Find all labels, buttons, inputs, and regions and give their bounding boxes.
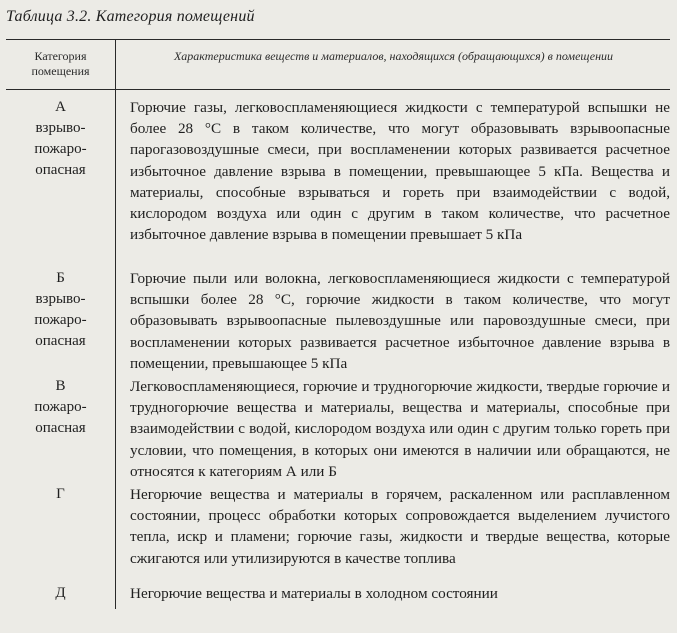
category-cell: [6, 268, 115, 352]
header-category: Категория помещения: [31, 49, 90, 78]
category-description: Легковоспламеняющиеся, горючие и трудногорючие жидкости, твердые горючие и трудногорючие вещества и материалы, вещества и материалы, способные при взаимодействии с водой, кислородом воздуха или один с другим только гореть при условии, что помещения, в которых они имеются в наличии или обращаются, не относятся к категориям А или Б: [130, 378, 670, 480]
category-cell: [6, 97, 115, 181]
category-letter: Д: [55, 585, 66, 601]
category-description: Горючие газы, легковоспламеняющиеся жидкости с температурой вспышки не более 28 °С в таком количестве, что могут образовывать взрывоопасные парогазовоздушные смеси, при воспламенении которых развивается расчетное избыточное давление взрыва в помещении, превышающее 5 кПа. Вещества и материалы, способные взрываться и гореть при взаимодействии с водой, кислородом воздуха или один с другим в таком количестве, что расчетное избыточное давление взрыва в помещении превышает 5 кПа: [130, 99, 670, 244]
category-word: опасная: [35, 162, 86, 178]
category-word: пожаро-: [34, 312, 87, 328]
category-word: пожаро-: [34, 399, 87, 415]
category-letter: Б: [56, 270, 65, 286]
category-cell: [6, 376, 115, 439]
category-description: Негорючие вещества и материалы в горячем, раскаленном или расплавленном состоянии, процесс обработки которых сопровождается выделением лучистого тепла, искр и пламени; горючие газы, жидкости и твердые вещества, которые сжигаются или утилизируются в качестве топлива: [130, 486, 670, 567]
header-bottom-rule: [6, 89, 670, 90]
category-letter: А: [55, 99, 66, 115]
table-caption: Таблица 3.2. Категория помещений: [6, 8, 255, 25]
header-column-divider: [115, 39, 116, 89]
category-word: пожаро-: [34, 141, 87, 157]
category-word: опасная: [35, 333, 86, 349]
category-word: взрыво-: [35, 120, 86, 136]
category-word: опасная: [35, 420, 86, 436]
category-description: Негорючие вещества и материалы в холодном состоянии: [130, 585, 498, 602]
category-cell: [6, 583, 115, 604]
category-cell: [6, 484, 115, 505]
table-top-rule: [6, 39, 670, 40]
category-letter: Г: [56, 486, 65, 502]
category-letter: В: [55, 378, 66, 394]
header-characteristics: Характеристика веществ и материалов, находящихся (обращающихся) в помещении: [173, 49, 614, 63]
body-column-divider: [115, 89, 116, 609]
category-description: Горючие пыли или волокна, легковоспламеняющиеся жидкости с температурой вспышки более 28 °С, горючие жидкости в таком количестве, что могут образовывать взрывоопасные пылевоздушные или паровоздушные смеси, при воспламенении которых развивается расчетное избыточное давление взрыва в помещении, превышающее 5 кПа: [130, 270, 670, 372]
category-word: взрыво-: [35, 291, 86, 307]
